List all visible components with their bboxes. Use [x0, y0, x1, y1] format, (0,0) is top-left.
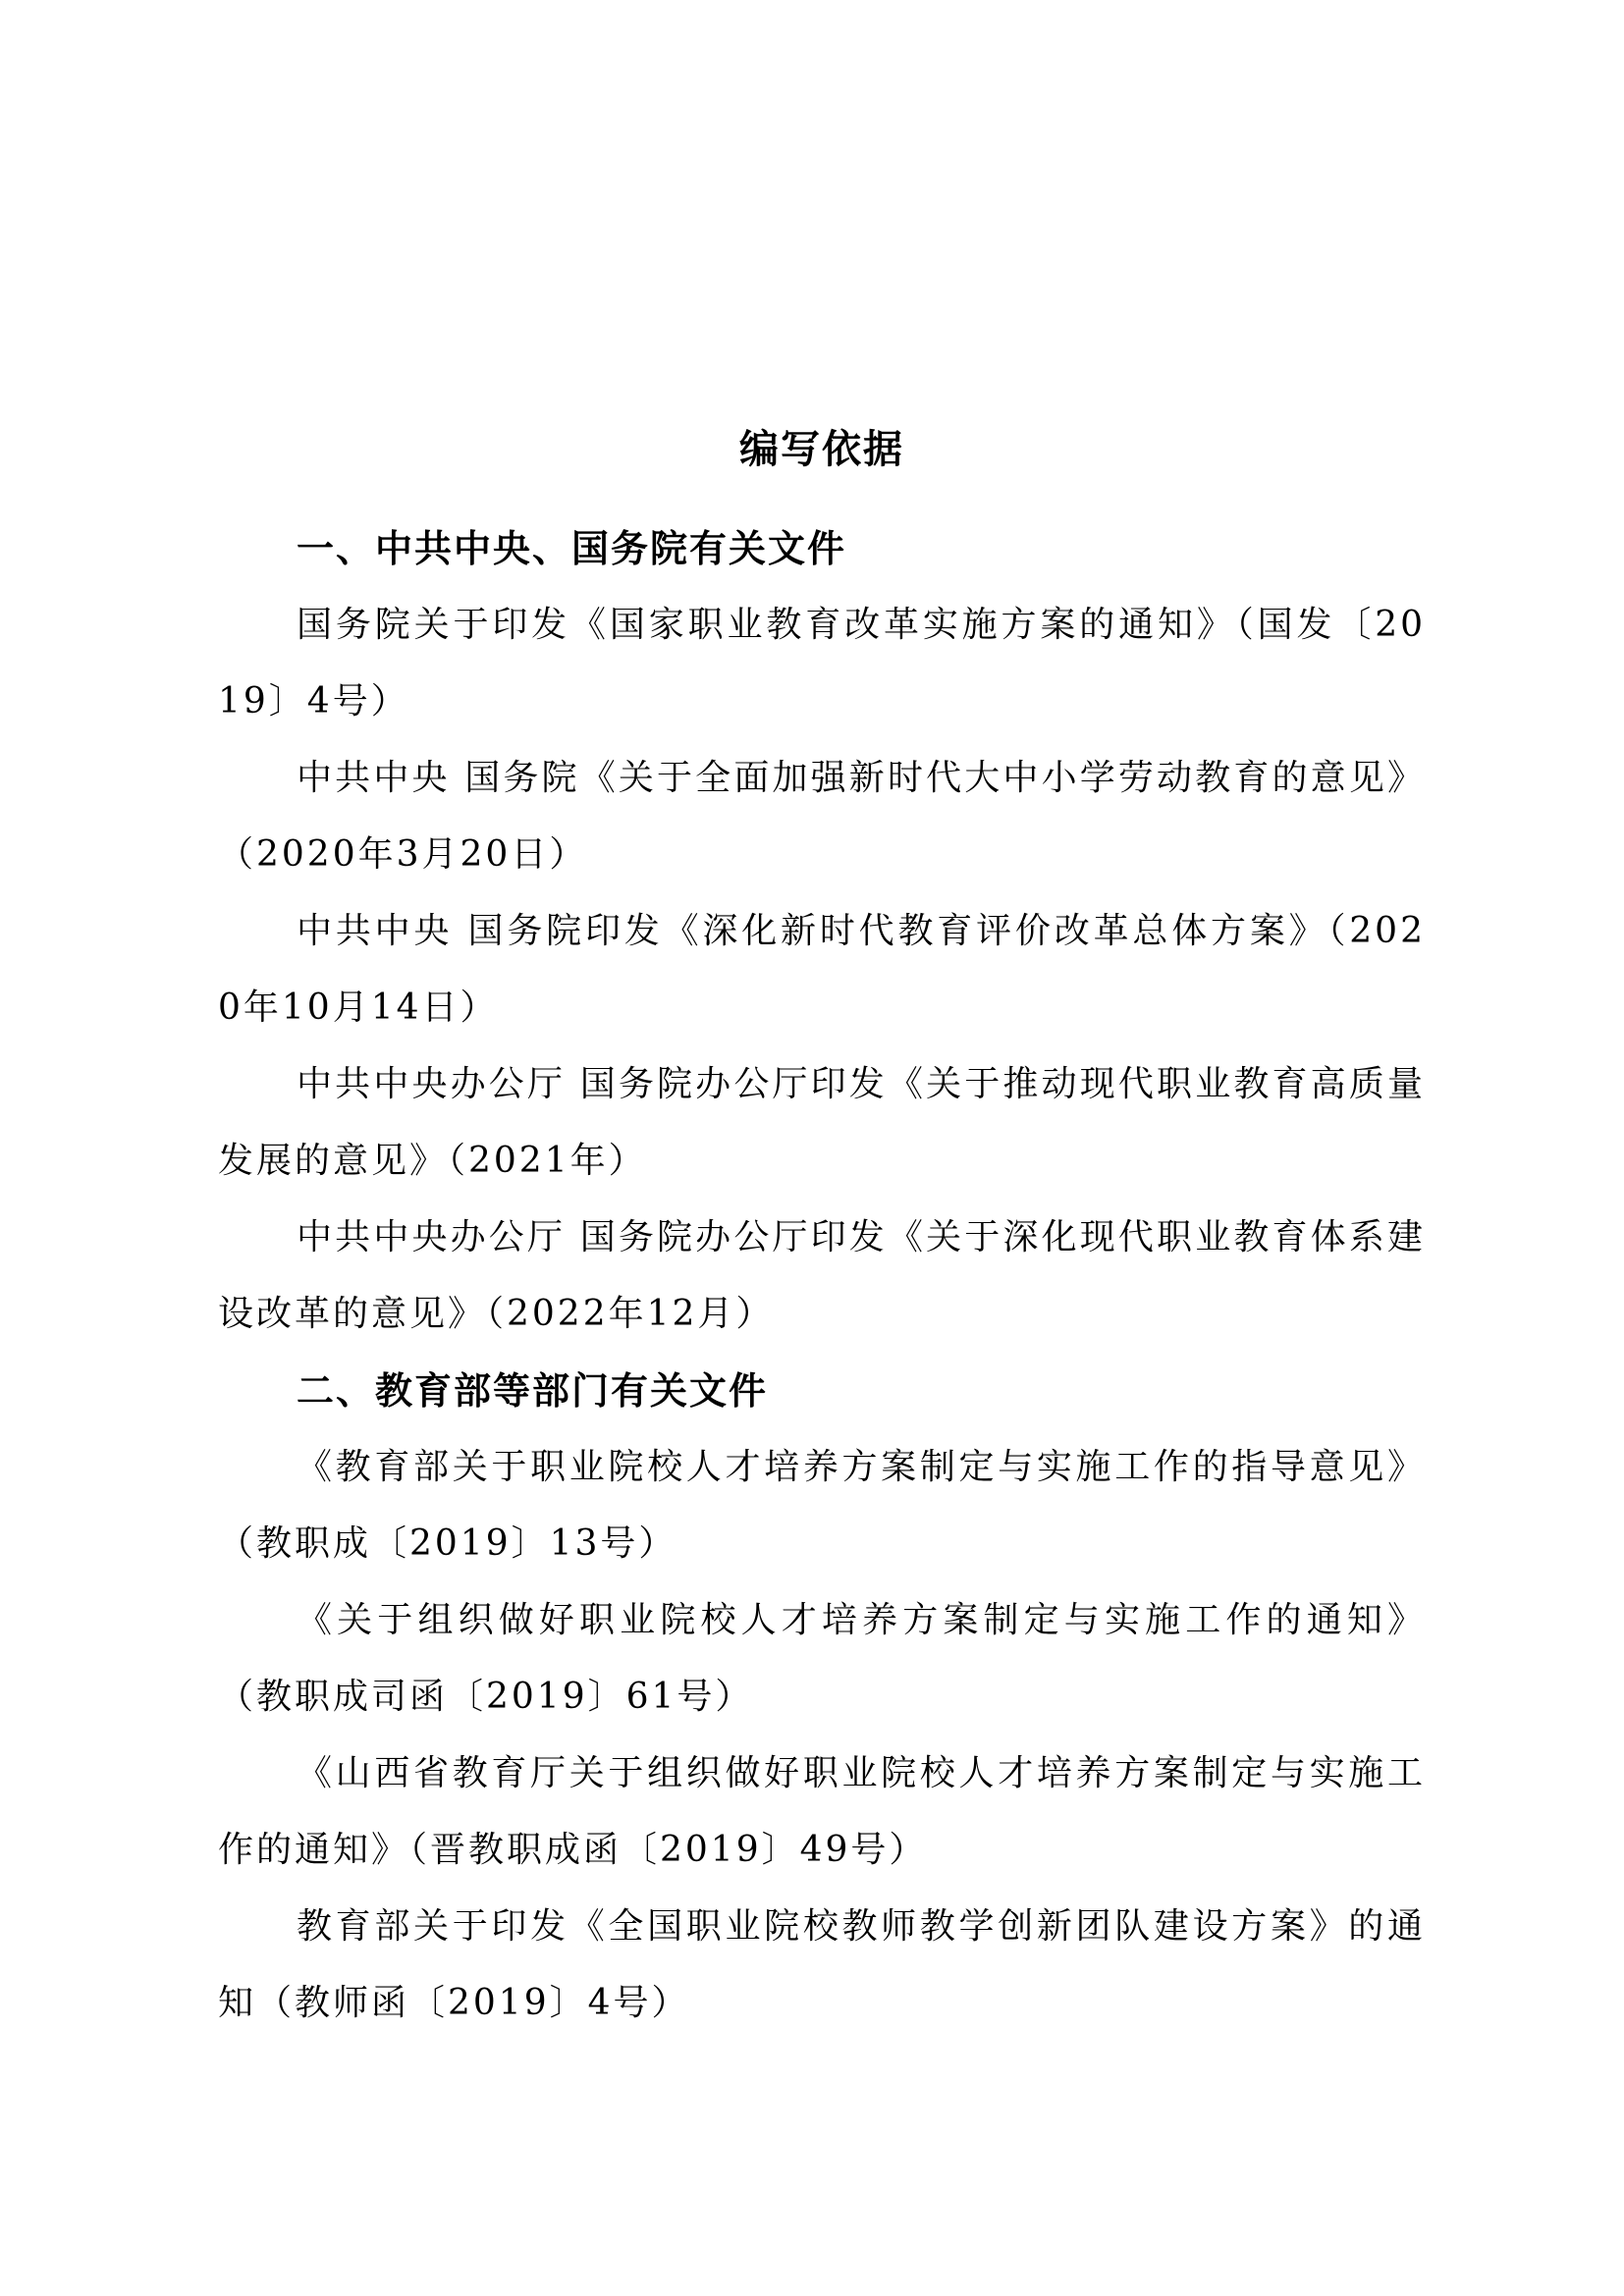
- section-ministry-documents: [218, 1353, 1426, 2042]
- section-heading: 一、中共中央、国务院有关文件: [297, 526, 847, 570]
- reference-item: 中共中央办公厅 国务院办公厅印发《关于推动现代职业教育高质量发展的意见》（2021年）: [218, 1064, 1426, 1181]
- reference-item: 国务院关于印发《国家职业教育改革实施方案的通知》（国发〔2019〕4号）: [218, 605, 1426, 721]
- reference-item: 教育部关于印发《全国职业院校教师教学创新团队建设方案》的通知（教师函〔2019〕4号）: [218, 1906, 1426, 2023]
- reference-item: 中共中央办公厅 国务院办公厅印发《关于深化现代职业教育体系建设改革的意见》（2022年12月）: [218, 1217, 1426, 1334]
- reference-item: 《山西省教育厅关于组织做好职业院校人才培养方案制定与实施工作的通知》（晋教职成函〔2019〕49号）: [218, 1753, 1426, 1870]
- section-central-documents: [218, 510, 1426, 1353]
- section-heading: 二、教育部等部门有关文件: [297, 1368, 769, 1413]
- reference-item: 《关于组织做好职业院校人才培养方案制定与实施工作的通知》（教职成司函〔2019〕61号）: [218, 1600, 1426, 1717]
- reference-item: 《教育部关于职业院校人才培养方案制定与实施工作的指导意见》（教职成〔2019〕13号）: [218, 1447, 1426, 1564]
- document-title: 编写依据: [739, 426, 904, 472]
- reference-item: 中共中央 国务院印发《深化新时代教育评价改革总体方案》（2020年10月14日）: [218, 911, 1426, 1028]
- reference-item: 中共中央 国务院《关于全面加强新时代大中小学劳动教育的意见》（2020年3月20日）: [218, 758, 1426, 875]
- document-page: [218, 420, 1426, 2042]
